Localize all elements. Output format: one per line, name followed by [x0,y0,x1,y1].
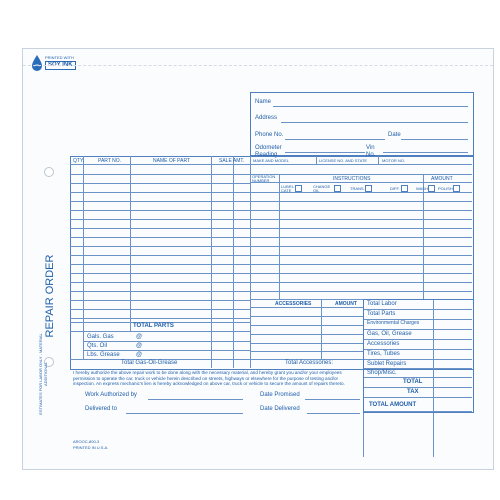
wash-checkbox[interactable] [428,185,435,192]
at-symbol-1: @ [136,334,143,340]
parts-header-name: NAME OF PART [153,158,191,164]
check-polish-label: POLISH [438,186,453,191]
soy-ink-logo [30,53,88,73]
summary-gas-oil-grease: Gas, Oil, Grease [367,331,412,337]
authorization-text: I hereby authorize the above repair work to be done along with the necessary material, and hereby grant you and/or your employees permission to operate the car, truck or vehicle herein described on streets, highways or elsewhere for the purpose of testing and/or inspection. An express mechanic's lien is hereby acknowledged on above car, truck or vehicle to secure the amount of repairs thereto. [73,370,345,387]
repair-order-form [22,48,494,470]
parts-header-qty: QTY. [73,158,85,164]
total-parts-label: TOTAL PARTS [133,323,174,329]
total-gas-oil-grease-label: Total Gas-Oil-Grease [121,360,178,366]
check-wash-label: WASH [416,186,428,191]
summary-box [363,299,474,413]
summary-total-parts: Total Parts [367,311,396,317]
summary-total-labor: Total Labor [367,301,397,307]
binder-hole-top [44,167,54,177]
accessories-amount-header: AMOUNT [335,301,357,307]
total-accessories-label: Total Accessories: [285,360,334,366]
summary-environmental: Environmental Charges [367,320,420,326]
form-code: AROOC-800-3 [73,439,100,444]
work-authorized-label: Work Authorized by [85,392,137,398]
repair-order-title: REPAIR ORDER [44,254,56,338]
parts-header-sale-amt: SALE AMT. [219,158,245,164]
at-symbol-3: @ [136,352,143,358]
lbs-grease-label: Lbs. Grease [87,352,120,358]
phone-label: Phone No. [255,132,284,138]
trans-checkbox[interactable] [365,185,372,192]
instructions-header: INSTRUCTIONS [333,176,371,182]
check-change-oil-label: CHANGE OIL [313,184,331,193]
summary-sublet-repairs: Sublet Repairs [367,361,407,367]
qts-oil-label: Qts. Oil [87,343,108,349]
vin-label: Vin No. [366,145,376,158]
printed-in-usa: PRINTED IN U.S.A. [73,445,109,450]
ink-drop-icon [30,54,44,72]
vehicle-header-motor: MOTOR NO. [382,158,406,163]
check-lubricate-label: LUBRI-CATE [281,184,295,193]
accessories-header: ACCESSORIES [275,301,312,307]
labor-estimate-note: ESTIMATES FOR LABOR ONLY - MATERIAL ADDITIONAL [38,333,48,415]
perforation-line [23,65,493,66]
polish-checkbox[interactable] [453,185,460,192]
customer-info-box [250,92,474,156]
vehicle-header-make: MAKE AND MODEL [253,158,290,163]
summary-total-amount: TOTAL AMOUNT [369,402,417,408]
diff-checkbox[interactable] [401,185,408,192]
operation-number-header: OPERATION NUMBER [252,174,276,183]
amount-header: AMOUNT [431,176,453,182]
check-diff-label: DIFF. [390,186,400,191]
odometer-label: Odometer Reading [255,145,282,158]
vehicle-header-license: LICENSE NO. AND STATE [319,158,368,163]
summary-tires-tubes: Tires, Tubes [367,351,400,357]
date-delivered-label: Date Delivered [260,406,300,412]
name-label: Name [255,99,272,105]
at-symbol-2: @ [136,343,143,349]
date-label: Date [388,132,401,138]
logo-line2: SOY INK [45,61,76,70]
check-trans-label: TRANS. [350,186,365,191]
summary-accessories: Accessories [367,341,400,347]
change-oil-checkbox[interactable] [334,185,341,192]
date-promised-label: Date Promised [260,392,300,398]
summary-tax: TAX [407,389,419,395]
summary-total: TOTAL [403,379,423,385]
logo-line1: PRINTED WITH [45,55,74,60]
address-label: Address [255,115,278,121]
summary-shop-misc: Shop/Misc. [367,370,397,376]
lubricate-checkbox[interactable] [295,185,302,192]
parts-header-part-no: PART NO. [98,158,122,164]
gals-gas-label: Gals. Gas [87,334,114,340]
delivered-to-label: Delivered to [85,406,118,412]
